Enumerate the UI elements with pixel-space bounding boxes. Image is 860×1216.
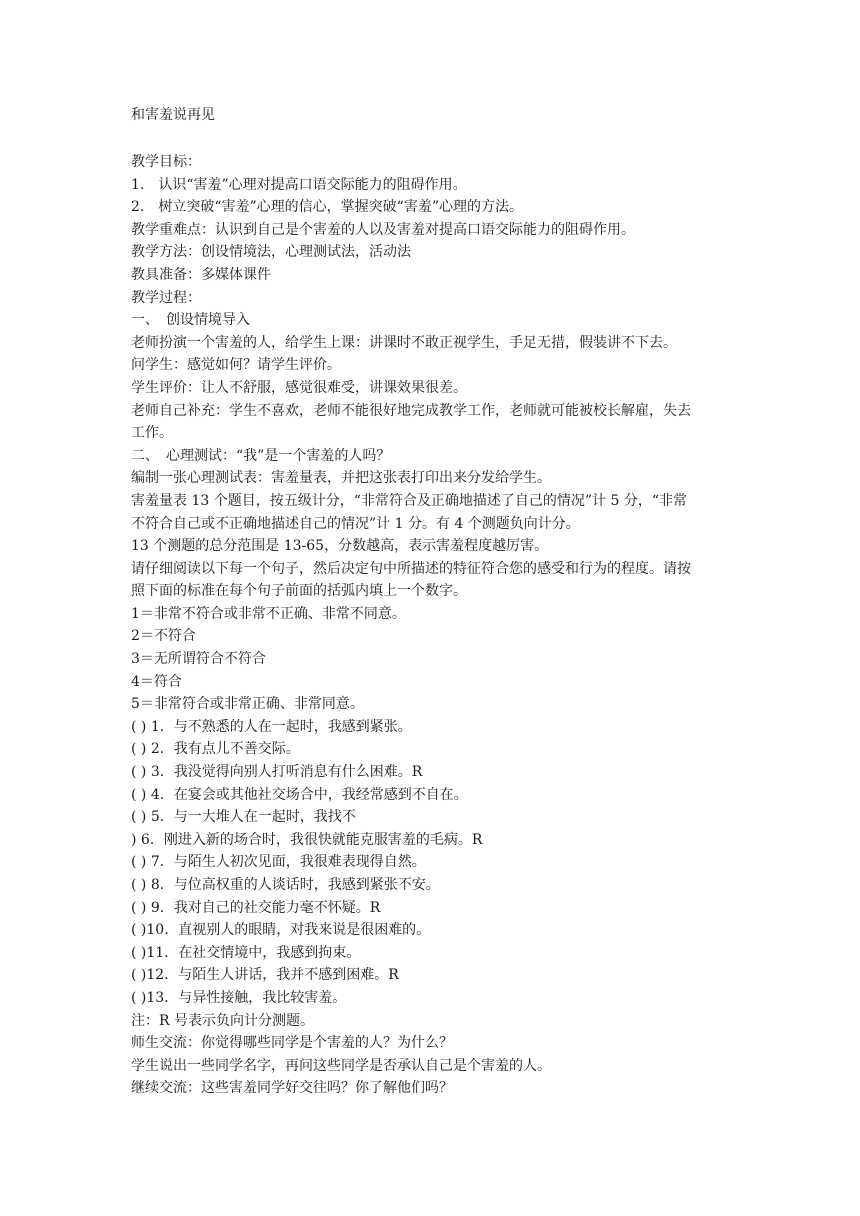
text-line: ( ) 9．我对自己的社交能力毫不怀疑。R — [131, 899, 381, 916]
text-line: ( ) 7．与陌生人初次见面，我很难表现得自然。 — [131, 854, 426, 871]
text-line: 4＝符合 — [131, 673, 182, 690]
text-line: 工作。 — [131, 425, 173, 442]
blank-line — [131, 126, 741, 151]
text-line: 请仔细阅读以下每一个句子，然后决定句中所描述的特征符合您的感受和行为的程度。请按 — [131, 560, 691, 577]
text-line: 教学过程： — [131, 289, 201, 306]
document-page — [131, 104, 741, 1100]
text-line: 问学生：感觉如何？请学生评价。 — [131, 357, 341, 374]
text-line: 学生说出一些同学名字，再问这些同学是否承认自己是个害羞的人。 — [131, 1057, 551, 1074]
text-line: 师生交流：你觉得哪些同学是个害羞的人？为什么？ — [131, 1035, 453, 1052]
text-line: ( ) 4．在宴会或其他社交场合中，我经常感到不自在。 — [131, 786, 468, 803]
text-line: 13 个测题的总分范围是 13-65，分数越高，表示害羞程度越厉害。 — [131, 538, 549, 555]
text-line: 教具准备：多媒体课件 — [131, 266, 271, 283]
text-line: 老师扮演一个害羞的人，给学生上课：讲课时不敢正视学生，手足无措，假装讲不下去。 — [131, 334, 677, 351]
text-line: ( )13．与异性接触，我比较害羞。 — [131, 989, 347, 1006]
text-line: ( ) 5．与一大堆人在一起时，我找不 — [131, 809, 356, 826]
text-line: ( )11．在社交情境中，我感到拘束。 — [131, 944, 361, 961]
text-line: 照下面的标准在每个句子前面的括弧内填上一个数字。 — [131, 583, 467, 600]
text-line: ( ) 8．与位高权重的人谈话时，我感到紧张不安。 — [131, 877, 440, 893]
text-line: 编制一张心理测试表：害羞量表，并把这张表打印出来分发给学生。 — [131, 470, 551, 487]
text-line: 一、 创设情境导入 — [131, 312, 250, 329]
text-line: ) 6．刚进入新的场合时，我很快就能克服害羞的毛病。R — [131, 831, 483, 848]
text-line: 老师自己补充：学生不喜欢，老师不能很好地完成教学工作，老师就可能被校长解雇，失去 — [131, 402, 691, 419]
text-line: ( ) 3．我没觉得向别人打听消息有什么困难。R — [131, 764, 423, 781]
text-line: 2. 树立突破“害羞”心理的信心，掌握突破“害羞”心理的方法。 — [131, 199, 523, 216]
text-line: 害羞量表 13 个题目，按五级计分，“非常符合及正确地描述了自己的情况”计 5 分，“非常 — [131, 492, 687, 509]
text-line: 2＝不符合 — [131, 628, 196, 645]
text-line: 学生评价：让人不舒服，感觉很难受，讲课效果很差。 — [131, 379, 467, 396]
text-line: 继续交流：这些害羞同学好交往吗？你了解他们吗？ — [131, 1080, 453, 1097]
text-line: 二、 心理测试：“我”是一个害羞的人吗？ — [131, 447, 391, 464]
text-line: 教学目标： — [131, 154, 201, 170]
document-title: 和害羞说再见 — [131, 107, 215, 123]
text-line: ( )10．直视别人的眼睛，对我来说是很困难的。 — [131, 922, 431, 939]
text-line: 1. 认识“害羞”心理对提高口语交际能力的阻碍作用。 — [131, 176, 467, 193]
text-line: ( ) 2．我有点儿不善交际。 — [131, 741, 300, 758]
text-line: 注：R 号表示负向计分测题。 — [131, 1012, 314, 1029]
text-line: 不符合自己或不正确地描述自己的情况”计 1 分。有 4 个测题负向计分。 — [131, 515, 580, 532]
text-line: 教学重难点：认识到自己是个害羞的人以及害羞对提高口语交际能力的阻碍作用。 — [131, 221, 635, 238]
text-line: ( ) 1．与不熟悉的人在一起时，我感到紧张。 — [131, 718, 412, 735]
document-body — [131, 151, 741, 1100]
text-line: 3＝无所谓符合不符合 — [131, 651, 266, 668]
text-line: 1＝非常不符合或非常不正确、非常不同意。 — [131, 605, 406, 622]
text-line: 5＝非常符合或非常正确、非常同意。 — [131, 696, 364, 713]
text-line: ( )12．与陌生人讲话，我并不感到困难。R — [131, 967, 399, 984]
text-line: 教学方法：创设情境法，心理测试法，活动法 — [131, 244, 411, 261]
